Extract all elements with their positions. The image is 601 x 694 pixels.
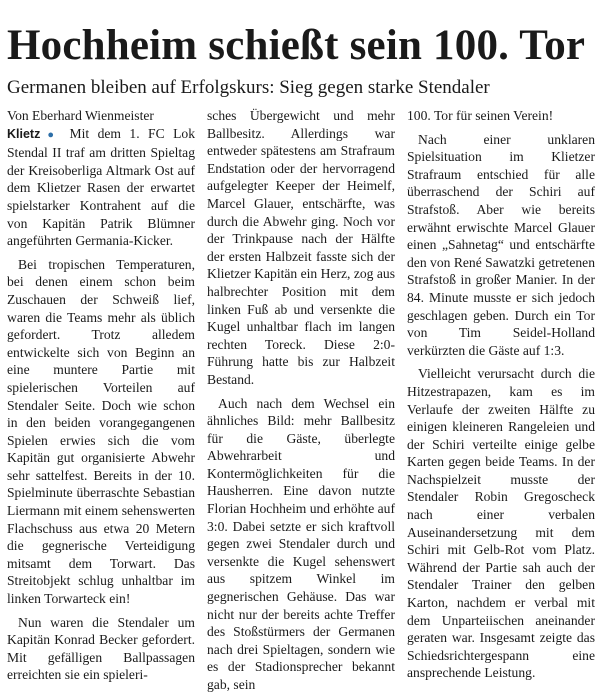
paragraph: Bei tropischen Temperaturen, bei denen einem schon beim Zuschauen der Schweiß lief, waren die Teams mehr als üblich gefordert. Trotz alledem entwickelte sich von Beginn an eine muntere Partie mit spielerischen Vorteilen auf Stendaler Seite. Doch wie schon in den beiden vorangegangenen Spielen erwies sich die vom Kapitän gut organisierte Abwehr sehr sattelfest. Bereits in der 10. Spielminute überraschte Sebastian Liermann mit einem sehenswerten Flachschuss aus etwa 20 Metern die gegnerische Verteidigung mitsamt dem Torwart. Das Streitobjekt schlug unhaltbar im linken Torwarteck ein!	[7, 256, 195, 607]
paragraph: 100. Tor für seinen Verein!	[407, 108, 554, 123]
paragraph-text: Mit dem 1. FC Lok Stendal II traf am dritten Spieltag der Kreisoberliga Altmark Ost auf dem Klietzer Rasen der erwartet spielstarker Kontrahent auf die von Kapitän Patrik Blümner angeführten Germania-Kicker.	[7, 125, 195, 249]
column-1	[7, 107, 195, 694]
paragraph: Vielleicht verursacht durch die Hitzestrapazen, kam es im Verlaufe der zweiten Hälfte zu einigen kleineren Rangeleien und der Schiri verteilte einige gelbe Karten gegen beide Teams. In der Nachspielzeit musste der Stendaler Robin Gregoscheck nach einer verbalen Auseinandersetzung mit dem Schiri mit Gelb-Rot vom Platz. Während der Partie sah auch der Stendaler Trainer den gelben Karton, nachdem er verbal mit dem Unparteiischen aneinander geraten war. Insgesamt zeigte das Schiedsrichtergespann eine ansprechende Leistung.	[407, 366, 595, 681]
subheadline: Germanen bleiben auf Erfolgskurs: Sieg gegen starke Stendaler	[7, 77, 490, 98]
column-2	[207, 107, 395, 694]
paragraph	[7, 125, 195, 250]
paragraph: Nach einer unklaren Spielsituation im Klietzer Strafraum entschied für alle überraschend der Schiri auf Strafstoß. Aber wie bereits erwähnt erwischte Marcel Glauer einen „Sahnetag“ und entschärfte den von René Sawatzki getretenen Strafstoß in großer Manier. In der 84. Minute musste er sich jedoch geschlagen geben. Durch ein Tor von Tim Seidel-Holland verkürzten die Gäste auf 1:3.	[407, 131, 595, 358]
paragraph: Auch nach dem Wechsel ein ähnliches Bild: mehr Ballbesitz für die Gäste, überlegte Abwehrarbeit und Kontermöglichkeiten für die Hausherren. Eine davon nutzte Florian Hochheim und erhöhte auf 3:0. Dabei setzte er sich kraftvoll gegen zwei Stendaler durch und versenkte die Kugel sehenswert aus spitzem Winkel im gegnerischen Gehäuse. Das war nicht nur der bereits achte Treffer des Stoßstürmers der Germanen nach drei Spieltagen, sondern wie es der Stadionsprecher bekannt gab, sein	[207, 395, 395, 692]
headline: Hochheim schießt sein 100. Tor	[7, 22, 586, 69]
bullet-icon: ●	[42, 128, 60, 141]
paragraph: sches Übergewicht und mehr Ballbesitz. Allerdings war entweder spätestens am Strafraum Endstation oder der hervorragend aufgelegter Keeper der Heimelf, Marcel Glauer, entschärfte, was durch die Abwehr ging. Noch vor der Trinkpause nach der Hälfte der ersten Halbzeit fasste sich der Klietzer Kapitän ein Herz, zog aus halbrechter Position mit dem linken Fuß ab und versenkte die Kugel unhaltbar flach im langen rechten Toreck. Diese 2:0-Führung hatte bis zur Halbzeit Bestand.	[207, 108, 395, 387]
paragraph: Nun waren die Stendaler um Kapitän Konrad Becker gefordert. Mit gefälligen Ballpassagen erreichten sie ein spieleri-	[7, 614, 195, 683]
dateline: Klietz	[7, 126, 41, 141]
column-3	[407, 107, 595, 694]
byline: Von Eberhard Wienmeister	[7, 108, 154, 123]
article-body	[7, 107, 595, 694]
